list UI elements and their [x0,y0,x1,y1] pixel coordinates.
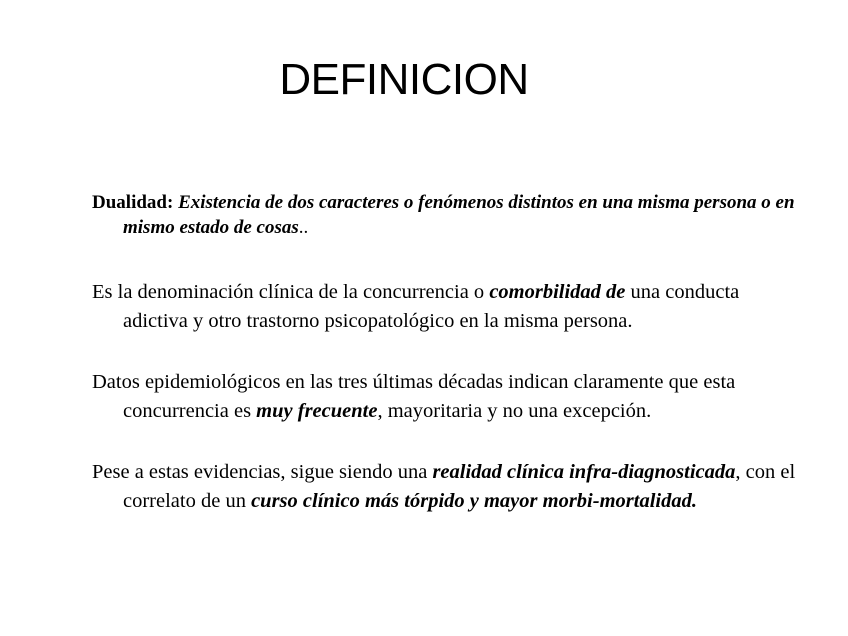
paragraph-text: , mayoritaria y no una excepción. [377,399,652,422]
paragraph-text: , con el correlato de un [123,461,796,512]
emphasis-text: muy frecuente [256,399,378,422]
paragraph-text: Pese a estas evidencias, sigue siendo una [92,461,433,483]
definition-meaning: Existencia de dos caracteres o fenómenos distintos en una misma persona o en mismo estado de cosas [123,192,795,238]
paragraph-text: Es la denominación clínica de la concurrencia o [92,281,490,303]
definition-tail: .. [298,217,309,238]
emphasis-text: curso clínico más tórpido y mayor morbi-mortalidad. [251,489,697,512]
emphasis-text: realidad clínica infra-diagnosticada [432,461,736,483]
paragraph-underdiagnosis [92,458,803,515]
paragraph-text: Datos epidemiológicos en las tres últimas décadas indican claramente que esta concurrencia es [92,371,736,422]
emphasis-text: comorbilidad de [489,281,626,303]
paragraph-comorbidity [92,278,803,335]
paragraph-text: una conducta adictiva y otro trastorno psicopatológico en la misma persona. [123,281,740,332]
slide-title: DEFINICION [279,55,529,104]
paragraph-epidemiology [92,368,803,425]
definition-paragraph [92,190,803,240]
definition-term: Dualidad: [92,192,174,213]
